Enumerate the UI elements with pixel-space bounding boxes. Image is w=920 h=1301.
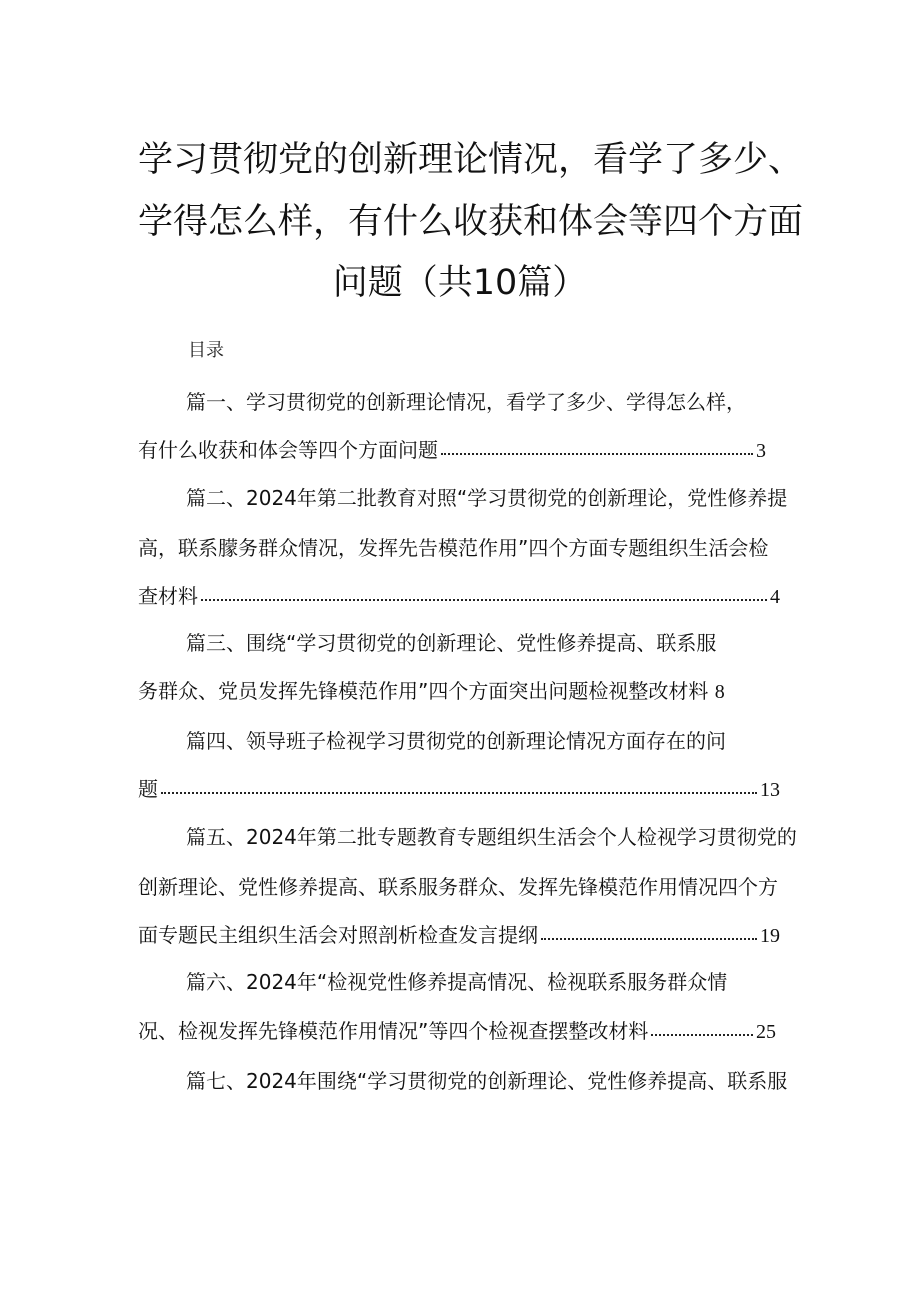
toc-entry-2-line-2[interactable]: 高，联系朦务群众情况，发挥先告模范作用”四个方面专题组织生活会检 <box>138 536 769 560</box>
toc-entry-6-text-end: 况、检视发挥先锋模范作用情况”等四个检视查摆整改材料 <box>138 1019 649 1043</box>
toc-entry-5-line-2[interactable]: 创新理论、党性修养提高、联系服务群众、发挥先锋模范作用情况四个方 <box>138 875 778 899</box>
toc-entry-3-page: 8 <box>714 681 725 703</box>
toc-entry-6-page: 25 <box>756 1021 776 1043</box>
toc-entry-6-line-1[interactable]: 篇六、2024年“检视党性修养提高情况、检视联系服务群众情 <box>186 970 728 994</box>
toc-entry-1-text-end: 有什么收获和体会等四个方面问题 <box>138 438 438 462</box>
leader-dots <box>441 451 753 455</box>
toc-entry-7-line-1[interactable]: 篇七、2024年围绕“学习贯彻党的创新理论、党性修养提高、联系服 <box>186 1069 788 1093</box>
toc-entry-2-page: 4 <box>770 586 780 608</box>
toc-entry-5-line-1[interactable]: 篇五、2024年第二批专题教育专题组织生活会个人检视学习贯彻党的 <box>186 825 797 849</box>
toc-entry-1-final[interactable] <box>138 435 766 465</box>
toc-entry-4-text-end: 题 <box>138 777 158 801</box>
toc-entry-1-page: 3 <box>756 440 766 462</box>
document-title-line-1: 学习贯彻党的创新理论情况，看学了多少、 <box>138 140 804 180</box>
toc-entry-4-page: 13 <box>760 779 780 801</box>
toc-entry-3-text-end: 务群众、党员发挥先锋模范作用”四个方面突出问题检视整改材料 <box>138 679 709 703</box>
leader-dots <box>201 597 767 601</box>
leader-dots <box>541 936 757 940</box>
document-title-line-3: 问题（共10篇） <box>332 263 588 303</box>
document-title-line-2: 学得怎么样，有什么收获和体会等四个方面 <box>138 202 804 242</box>
toc-entry-2-final[interactable] <box>138 581 780 611</box>
toc-entry-5-final[interactable] <box>138 920 780 950</box>
toc-entry-3-final[interactable] <box>138 676 725 706</box>
toc-entry-2-line-1[interactable]: 篇二、2024年第二批教育对照“学习贯彻党的创新理论，党性修养提 <box>186 486 788 510</box>
toc-entry-4-final[interactable] <box>138 774 780 804</box>
toc-heading: 目录 <box>188 340 224 361</box>
toc-entry-3-line-1[interactable]: 篇三、围绕“学习贯彻党的创新理论、党性修养提高、联系服 <box>186 631 717 655</box>
toc-entry-1-line-1[interactable]: 篇一、学习贯彻党的创新理论情况，看学了多少、学得怎么样， <box>186 390 746 414</box>
leader-dots <box>651 1032 753 1036</box>
toc-entry-5-page: 19 <box>760 925 780 947</box>
toc-entry-5-text-end: 面专题民主组织生活会对照剖析检查发言提纲 <box>138 923 538 947</box>
toc-entry-6-final[interactable] <box>138 1016 776 1046</box>
leader-dots <box>161 790 757 794</box>
toc-entry-4-line-1[interactable]: 篇四、领导班子检视学习贯彻党的创新理论情况方面存在的问 <box>186 729 726 753</box>
toc-entry-2-text-end: 查材料 <box>138 584 198 608</box>
